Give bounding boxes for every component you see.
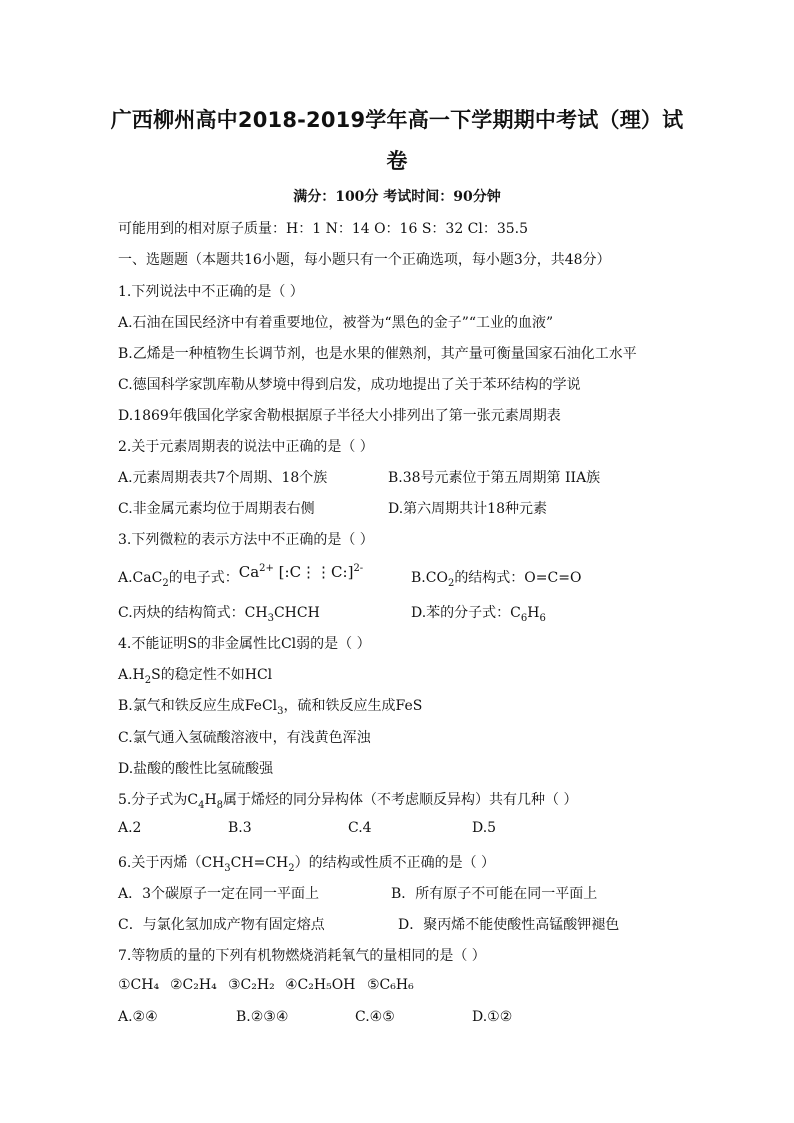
- q3-option-a: A.CaC$_2$的电子式：$Ca^{2+}$ [:C⋮⋮C:]$^{2-}$: [118, 563, 364, 589]
- q2-option-c: C.非金属元素均位于周期表右侧: [118, 501, 315, 517]
- q6-stem: 6.关于丙烯$(CH_3CH=CH_2)$的结构或性质不正确的是（ ）: [118, 855, 496, 874]
- q3-option-d: D.苯的分子式：$C_6H_6$: [411, 605, 546, 624]
- q4-option-b: B.氯气和铁反应生成FeCl$_3$，硫和铁反应生成FeS: [118, 698, 423, 717]
- q3-option-b: $B.CO_2$的结构式：O=C=O: [411, 570, 582, 589]
- section-heading: 一、选题题（本题共16小题，每小题只有一个正确选项，每小题3分，共48分）: [118, 252, 611, 268]
- q4-stem: 4.不能证明S的非金属性比Cl弱的是（ ）: [118, 636, 371, 652]
- q7-compound: ③C₂H₂: [228, 977, 275, 993]
- q7-compound: ⑤C₆H₆: [367, 977, 414, 993]
- q5-stem: 5.分子式为$C_4H_8$属于烯烃的同分异构体（不考虑顺反异构）共有几种（ ）: [118, 792, 578, 811]
- q7-compound: ④C₂H₅OH: [285, 977, 356, 993]
- q2-option-b: B.38号元素位于第五周期第 IIA族: [388, 470, 601, 486]
- q7-option-d: D.①②: [472, 1009, 513, 1025]
- q7-stem: 7.等物质的量的下列有机物燃烧消耗氧气的量相同的是（ ）: [118, 948, 486, 964]
- q1-option-d: D.1869年俄国化学家舍勒根据原子半径大小排列出了第一张元素周期表: [118, 408, 561, 424]
- q5-option-b: B.3: [228, 820, 252, 836]
- q7-compound: ②C₂H₄: [170, 977, 217, 993]
- q6-option-c: C．与氯化氢加成产物有固定熔点: [118, 917, 325, 933]
- electron-formula-cac2: $Ca^{2+}$ [:C⋮⋮C:]$^{2-}$: [238, 563, 364, 581]
- q1-option-b: B.乙烯是一种植物生长调节剂，也是水果的催熟剂，其产量可衡量国家石油化工水平: [118, 346, 637, 362]
- q1-option-c: C.德国科学家凯库勒从梦境中得到启发，成功地提出了关于苯环结构的学说: [118, 377, 581, 393]
- atomic-masses: 可能用到的相对原子质量：H：1 N：14 O：16 S：32 Cl：35.5: [118, 221, 529, 237]
- q3-option-c: C.丙炔的结构简式：$CH_3CHCH$: [118, 605, 320, 624]
- q4-option-d: D.盐酸的酸性比氢硫酸强: [118, 761, 274, 777]
- q2-option-d: D.第六周期共计18种元素: [388, 501, 547, 517]
- q7-option-c: C.④⑤: [355, 1009, 395, 1025]
- q7-option-b: B.②③④: [236, 1009, 289, 1025]
- q2-stem: 2.关于元素周期表的说法中正确的是（ ）: [118, 439, 374, 455]
- q5-option-c: C.4: [348, 820, 372, 836]
- q7-option-a: A.②④: [118, 1009, 158, 1025]
- exam-subtitle: 满分：100分 考试时间：90分钟: [293, 189, 501, 205]
- q3-stem: 3.下列微粒的表示方法中不正确的是（ ）: [118, 532, 374, 548]
- q6-option-b: B．所有原子不可能在同一平面上: [391, 886, 598, 902]
- exam-title-line2: 卷: [386, 149, 408, 173]
- exam-title-line1: 广西柳州高中2018-2019学年高一下学期期中考试（理）试: [110, 108, 684, 132]
- q6-option-d: D．聚丙烯不能使酸性高锰酸钾褪色: [398, 917, 620, 933]
- q4-option-c: C.氯气通入氢硫酸溶液中，有浅黄色浑浊: [118, 730, 371, 746]
- q5-option-d: D.5: [472, 820, 497, 836]
- q1-stem: 1.下列说法中不正确的是（ ）: [118, 284, 304, 300]
- q7-compound: ①CH₄: [118, 977, 160, 993]
- q5-option-a: A.2: [118, 820, 142, 836]
- q1-option-a: A.石油在国民经济中有着重要地位，被誉为“黑色的金子”“工业的血液”: [118, 315, 554, 331]
- q2-option-a: A.元素周期表共7个周期、18个族: [118, 470, 328, 486]
- q6-option-a: A．3个碳原子一定在同一平面上: [118, 886, 320, 902]
- q4-option-a: $A.H_2S$的稳定性不如HCl: [118, 667, 273, 686]
